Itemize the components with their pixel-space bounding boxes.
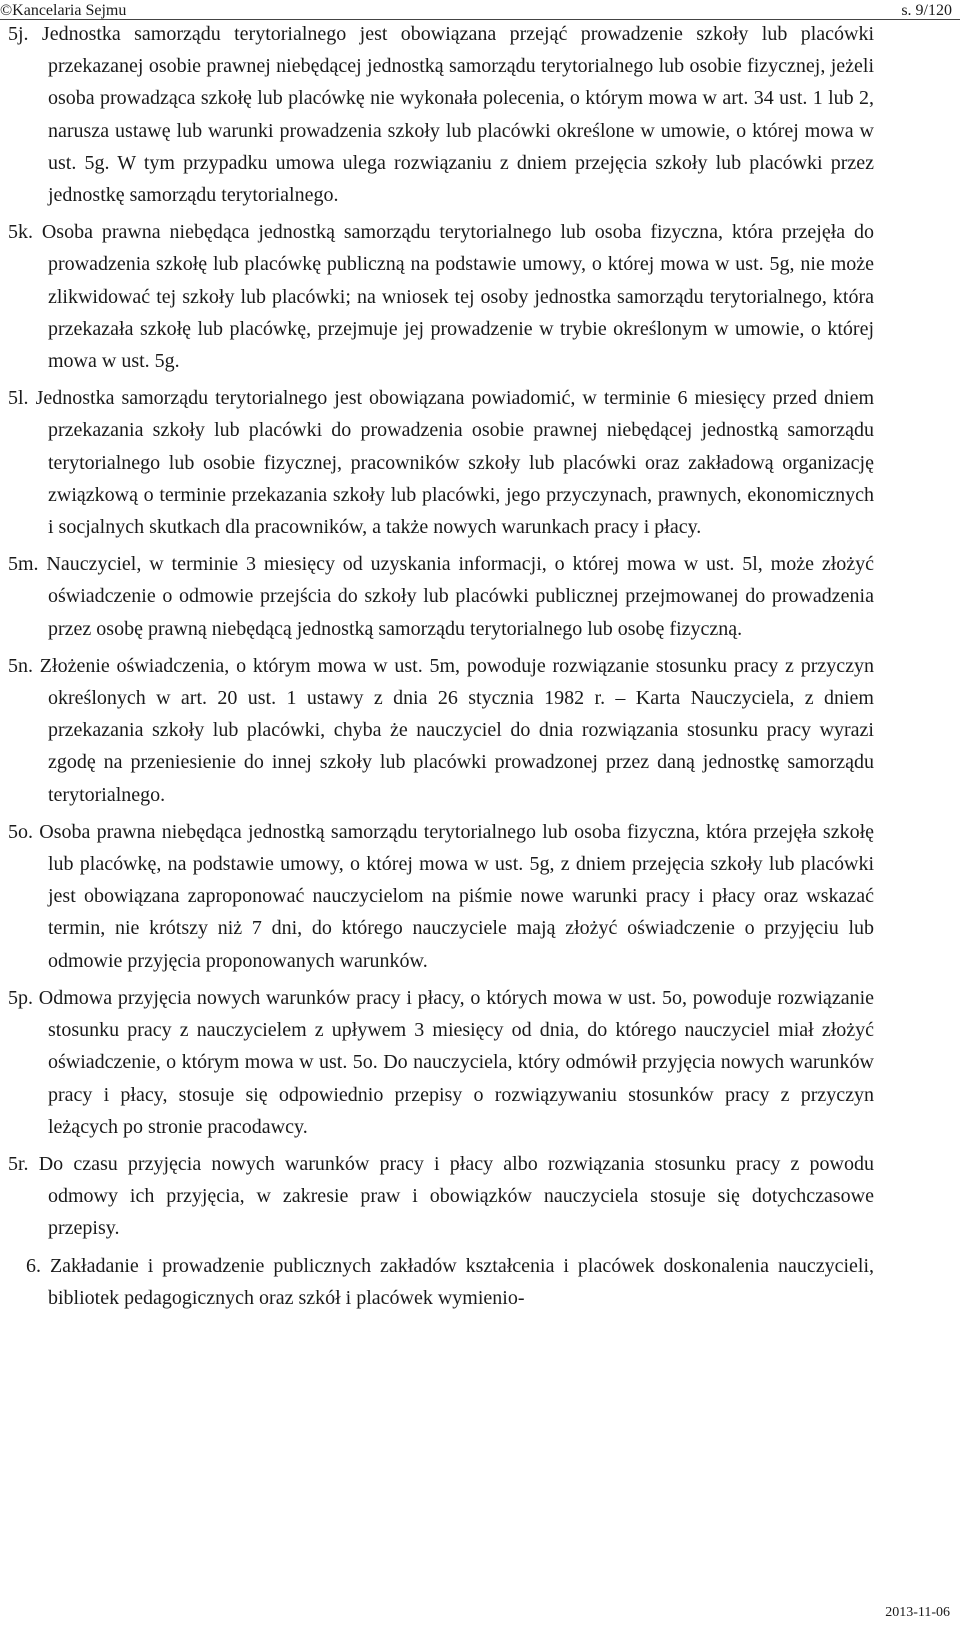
paragraph-number: 5j. — [8, 23, 29, 45]
paragraph-number: 5r. — [8, 1152, 29, 1175]
paragraph-text: Złożenie oświadczenia, o którym mowa w ust. 5m, powoduje rozwiązanie stosunku pracy z przyczyn określonych w art. 20 ust. 1 ustawy z dnia 26 stycznia 1982 r. – Karta Nauczyciela, z dniem przekazania szkoły lub placówki, chyba że nauczyciel do dnia rozwiązania stosunku pracy wyrazi zgodę na przeniesienie do innej szkoły lub placówki prowadzonej przez daną jednostkę samorządu terytorialnego. — [39, 654, 875, 806]
document-body — [8, 18, 874, 1319]
paragraph-number: 5k. — [8, 221, 33, 244]
paragraph-number: 5l. — [8, 387, 29, 410]
paragraph-text: Nauczyciel, w terminie 3 miesięcy od uzyskania informacji, o której mowa w ust. 5l, może złożyć oświadczenie o odmowie przejścia do szkoły lub placówki publicznej przejmowanej do prowadzenia przez osobę prawną niebędącą jednostką samorządu terytorialnego lub osobę fizyczną. — [46, 553, 874, 640]
paragraph-text: Zakładanie i prowadzenie publicznych zakładów kształcenia i placówek doskonalenia nauczycieli, bibliotek pedagogicznych oraz szkół i placówek wymienio- — [48, 1254, 875, 1309]
paragraph-text: Osoba prawna niebędąca jednostką samorządu terytorialnego lub osoba fizyczna, która przejęła szkołę lub placówkę, na podstawie umowy, o której mowa w ust. 5g, z dniem przejęcia szkoły lub placówki jest obowiązana zaproponować nauczycielom na piśmie nowe warunki pracy i płacy oraz wskazać termin, nie krótszy niż 7 dni, do którego nauczyciele mają złożyć oświadczenie o przyjęciu lub odmowie przyjęcia proponowanych warunków. — [39, 820, 875, 972]
paragraph-5k — [8, 216, 874, 377]
paragraph-5l — [8, 382, 874, 543]
paragraph-5r — [8, 1148, 874, 1245]
paragraph-6 — [8, 1250, 874, 1314]
copyright-label: ©Kancelaria Sejmu — [0, 2, 127, 19]
page-number: s. 9/120 — [901, 2, 952, 19]
paragraph-number: 5o. — [8, 820, 33, 843]
paragraph-5o — [8, 816, 874, 977]
paragraph-number: 6. — [26, 1254, 41, 1277]
paragraph-5m — [8, 548, 874, 645]
document-date: 2013-11-06 — [885, 1605, 950, 1620]
paragraph-text: Do czasu przyjęcia nowych warunków pracy i płacy albo rozwiązania stosunku pracy z powodu odmowy ich przyjęcia, w zakresie praw i obowiązków nauczyciela stosuje się dotychczasowe przepisy. — [38, 1152, 874, 1240]
paragraph-text: Osoba prawna niebędąca jednostką samorządu terytorialnego lub osoba fizyczna, która przejęła do prowadzenia szkołę lub placówkę publiczną na podstawie umowy, o której mowa w ust. 5g, nie może zlikwidować tej szkoły lub placówki; na wniosek tej osoby jednostka samorządu terytorialnego, która przekazała szkołę lub placówkę, przejmuje jej prowadzenie w trybie określonym w umowie, o której mowa w ust. 5g. — [41, 221, 874, 373]
paragraph-number: 5m. — [8, 553, 39, 576]
paragraph-text: Jednostka samorządu terytorialnego jest obowiązana przejąć prowadzenie szkoły lub placówki przekazanej osobie prawnej niebędącej jednostką samorządu terytorialnego lub osobie fizycznej, jeżeli osoba prowadząca szkołę lub placówkę nie wykonała polecenia, o którym mowa w art. 34 ust. 1 lub 2, narusza ustawę lub warunki prowadzenia szkoły lub placówki określone w umowie, o której mowa w ust. 5g. W tym przypadku umowa ulega rozwiązaniu z dniem przejęcia szkoły lub placówki przez jednostkę samorządu terytorialnego. — [41, 23, 875, 207]
paragraph-5j — [8, 18, 874, 211]
paragraph-number: 5p. — [8, 986, 33, 1009]
paragraph-5n — [8, 650, 874, 811]
paragraph-number: 5n. — [8, 654, 33, 677]
paragraph-text: Jednostka samorządu terytorialnego jest obowiązana powiadomić, w terminie 6 miesięcy przed dniem przekazania szkoły lub placówki do prowadzenia osobie prawnej niebędącej jednostką samorządu terytorialnego lub osobie fizycznej, pracowników szkoły lub placówki oraz zakładową organizację związkową o terminie przekazania szkoły lub placówki, jego przyczynach, prawnych, ekonomicznych i socjalnych skutkach dla pracowników, a także nowych warunkach pracy i płacy. — [35, 387, 875, 539]
paragraph-5p — [8, 982, 874, 1143]
paragraph-text: Odmowa przyjęcia nowych warunków pracy i płacy, o których mowa w ust. 5o, powoduje rozwiązanie stosunku pracy z nauczycielem z upływem 3 miesięcy od dnia, do którego nauczyciel miał złożyć oświadczenie, o którym mowa w ust. 5o. Do nauczyciela, który odmówił przyjęcia nowych warunków pracy i płacy, stosuje się odpowiednio przepisy o rozwiązywaniu stosunków pracy z przyczyn leżących po stronie pracodawcy. — [38, 986, 875, 1138]
